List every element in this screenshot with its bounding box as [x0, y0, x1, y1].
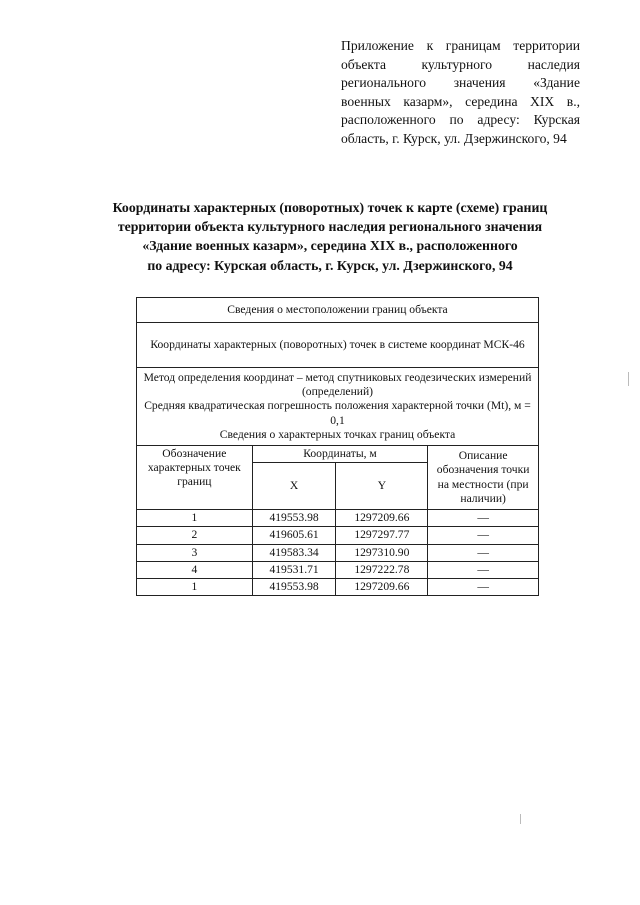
cell-description: —	[428, 527, 539, 544]
title-line-3: «Здание военных казарм», середина XIX в., расположенного	[142, 238, 518, 254]
cell-x: 419605.61	[252, 527, 336, 544]
method-text: Метод определения координат – метод спутниковых геодезических измерений (определений)	[143, 371, 532, 399]
cell-y: 1297310.90	[336, 544, 428, 561]
title-line-1: Координаты характерных (поворотных) точек к карте (схеме) границ	[112, 200, 548, 215]
cell-description: —	[428, 579, 539, 596]
cell-point: 1	[137, 510, 253, 527]
table-block-coord-system	[137, 323, 539, 368]
table-row	[137, 544, 539, 561]
cell-description: —	[428, 544, 539, 561]
scan-mark	[628, 372, 629, 386]
header-y: Y	[336, 463, 428, 510]
cell-x: 419583.34	[252, 544, 336, 561]
table-row	[137, 561, 539, 578]
cell-y: 1297209.66	[336, 510, 428, 527]
scan-mark	[520, 814, 521, 824]
document-title	[80, 198, 580, 275]
accuracy-text: Средняя квадратическая погрешность положения характерной точки (Mt), м = 0,1	[144, 399, 531, 427]
header-coordinates: Координаты, м	[252, 446, 428, 463]
cell-x: 419553.98	[252, 579, 336, 596]
table-row	[137, 527, 539, 544]
method-cell	[137, 368, 539, 446]
header-x: X	[252, 463, 336, 510]
table-row	[137, 579, 539, 596]
header-designation: Обозначение характерных точек границ	[137, 446, 253, 510]
header-description: Описание обозначения точки на местности (при наличии)	[428, 446, 539, 510]
table-header-row	[137, 446, 539, 463]
cell-y: 1297209.66	[336, 579, 428, 596]
cell-point: 4	[137, 561, 253, 578]
title-line-4: по адресу: Курская область, г. Курск, ул. Дзержинского, 94	[147, 257, 513, 273]
cell-description: —	[428, 561, 539, 578]
location-info-cell: Сведения о местоположении границ объекта	[137, 298, 539, 323]
title-line-2: территории объекта культурного наследия регионального значения	[117, 219, 543, 235]
table-block-location	[137, 298, 539, 323]
coordinates-table	[136, 297, 539, 596]
cell-description: —	[428, 510, 539, 527]
cell-x: 419531.71	[252, 561, 336, 578]
cell-y: 1297222.78	[336, 561, 428, 578]
table-block-method	[137, 368, 539, 446]
appendix-note	[341, 37, 580, 149]
cell-x: 419553.98	[252, 510, 336, 527]
appendix-text: Приложение к границам территории объекта культурного наследия регионального значения «Здание военных казарм», середина XIX в., расположенного по адресу: Курская область, г. Курск, ул. Дзержинского, 94	[341, 38, 580, 146]
cell-point: 1	[137, 579, 253, 596]
points-header-text: Сведения о характерных точках границ объекта	[219, 427, 456, 441]
cell-point: 3	[137, 544, 253, 561]
table-row	[137, 510, 539, 527]
cell-point: 2	[137, 527, 253, 544]
coord-system-cell: Координаты характерных (поворотных) точек в системе координат МСК-46	[137, 323, 539, 368]
cell-y: 1297297.77	[336, 527, 428, 544]
